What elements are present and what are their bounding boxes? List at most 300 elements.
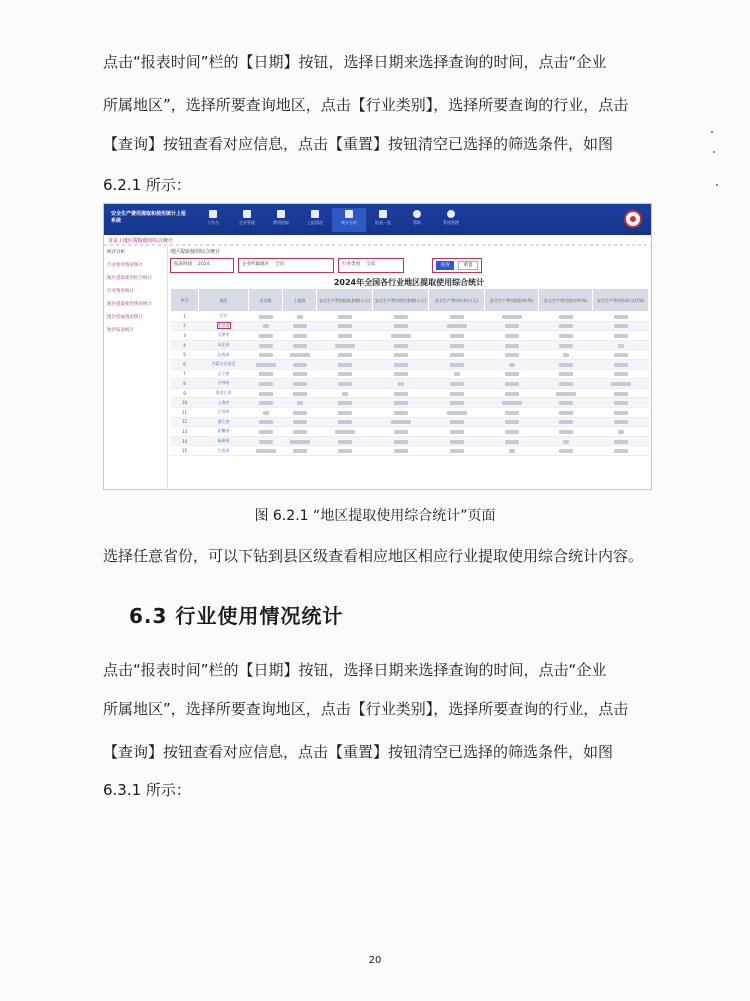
blurred-value [293,411,307,415]
blurred-cell [373,369,429,379]
nav-company[interactable]: 企业管理 [230,208,264,232]
column-header: 上报数 [283,289,317,312]
blurred-value [450,392,464,396]
blurred-value [450,334,464,338]
blurred-value [338,440,352,444]
blurred-value [338,411,352,415]
blurred-cell [485,312,539,322]
query-button[interactable]: 查询 [436,261,454,270]
blurred-value [611,382,631,386]
blurred-cell [593,331,649,341]
blurred-cell [593,340,649,350]
blurred-cell [429,417,485,427]
blurred-value [259,420,273,424]
sidebar-item-region-owner[interactable]: 地区所属情况统计 [107,315,143,320]
region-name: 江苏省 [217,409,230,415]
row-number: 13 [171,427,199,437]
reset-button[interactable]: 重置 [458,261,478,270]
table-title: 2024年全国各行业地区提取使用综合统计 [333,278,485,287]
blurred-value [338,363,352,367]
blurred-value [559,324,573,328]
table-row [171,312,649,322]
table-row [171,331,649,341]
blurred-cell [539,379,593,389]
sidebar-item-stats[interactable]: 统计分析 [107,250,125,255]
blurred-value [614,334,628,338]
blurred-cell [539,388,593,398]
blurred-value [559,315,573,319]
blurred-value [614,401,628,405]
blurred-value [559,430,573,434]
blurred-value [338,372,352,376]
row-number: 8 [171,379,199,389]
blurred-cell [249,359,283,369]
paragraph-3-line-3: 【查询】按钮查看对应信息，点击【重置】按钮清空已选择的筛选条件，如图 [103,743,614,761]
table-row [171,359,649,369]
blurred-cell [485,321,539,331]
blurred-value [290,440,310,444]
blurred-value [614,315,628,319]
blurred-cell [249,340,283,350]
blurred-cell [429,407,485,417]
sidebar-item-region-summary[interactable]: 地区提取使用综合统计 [107,276,152,281]
blurred-cell [429,436,485,446]
table-row [171,436,649,446]
blurred-value [559,401,573,405]
blurred-value [559,411,573,415]
blurred-value [502,401,522,405]
blurred-value [505,430,519,434]
table-row [171,427,649,437]
blurred-value [450,344,464,348]
region-link[interactable] [199,359,249,369]
divider [104,244,651,246]
section-heading: 6.3 行业使用情况统计 [129,604,344,628]
region-filter[interactable]: 企业所属地区 全国 [238,258,334,273]
region-name: 福建省 [217,438,230,444]
table-row [171,350,649,360]
blurred-value [614,363,628,367]
scan-speck [713,151,715,153]
blurred-cell [429,331,485,341]
blurred-cell [373,427,429,437]
blurred-value [259,344,273,348]
paragraph-1-line-2: 所属地区”，选择所要查询地区，点击【行业类别】，选择所要查询的行业，点击 [103,96,629,114]
region-link[interactable] [199,436,249,446]
blurred-value [614,449,628,453]
blurred-value [394,401,408,405]
blurred-cell [485,388,539,398]
blurred-cell [429,427,485,437]
blurred-cell [593,312,649,322]
calendar-icon [379,210,387,218]
blurred-value [614,353,628,357]
blurred-value [450,430,464,434]
blurred-cell [593,379,649,389]
nav-help[interactable]: 帮助 [400,208,434,232]
blurred-cell [593,388,649,398]
blurred-cell [283,398,317,408]
table-row [171,407,649,417]
region-link[interactable] [199,388,249,398]
blurred-value [256,449,276,453]
blurred-value [338,449,352,453]
region-link[interactable] [199,398,249,408]
row-number: 2 [171,321,199,331]
blurred-value [505,420,519,424]
blurred-value [450,420,464,424]
blurred-value [293,420,307,424]
blurred-cell [283,379,317,389]
main-panel [170,248,648,489]
table-row [171,369,649,379]
row-number: 1 [171,312,199,322]
row-number: 10 [171,398,199,408]
blurred-value [614,420,628,424]
blurred-value [505,440,519,444]
blurred-value [259,315,273,319]
blurred-value [454,372,460,376]
blurred-value [450,440,464,444]
region-name: 吉林省 [217,380,230,386]
blurred-value [505,411,519,415]
blurred-value [394,449,408,453]
blurred-value [290,353,310,357]
paragraph-3-line-2: 所属地区”，选择所要查询地区，点击【行业类别】，选择所要查询的行业，点击 [103,700,629,718]
blurred-value [509,363,515,367]
nav-reports[interactable]: 报表一览 [366,208,400,232]
blurred-value [450,363,464,367]
sidebar [104,246,168,489]
blurred-value [293,430,307,434]
blurred-cell [317,446,373,456]
blurred-cell [317,369,373,379]
blurred-cell [593,407,649,417]
blurred-value [502,315,522,319]
blurred-value [391,420,411,424]
blurred-value [259,440,273,444]
table-row [171,417,649,427]
blurred-cell [539,417,593,427]
region-name: 江西省 [217,447,230,453]
blurred-value [614,392,628,396]
blurred-cell [373,350,429,360]
blurred-value [394,363,408,367]
grid-icon [209,210,217,218]
blurred-cell [593,427,649,437]
nav-stats[interactable]: 统计分析 [332,208,366,232]
blurred-value [338,324,352,328]
doc-icon [277,210,285,218]
system-title: 安全生产费用提取和使用统计上报系统 [111,211,187,224]
blurred-cell [429,398,485,408]
blurred-value [293,363,307,367]
figure-caption: 图 6.2.1 “地区提取使用综合统计”页面 [254,508,496,524]
region-link[interactable] [199,446,249,456]
blurred-cell [539,331,593,341]
blurred-cell [317,359,373,369]
column-header: 企业数 [249,289,283,312]
region-link[interactable] [199,379,249,389]
blurred-value [259,334,273,338]
row-number: 9 [171,388,199,398]
blurred-value [293,334,307,338]
blurred-cell [283,388,317,398]
nav-report[interactable]: 上报情况 [298,208,332,232]
blurred-value [559,344,573,348]
region-name: 内蒙古自治区 [211,361,236,367]
blurred-cell [317,417,373,427]
blurred-cell [485,359,539,369]
blurred-value [563,440,569,444]
blurred-cell [429,388,485,398]
page-number: 20 [368,955,382,966]
row-number: 7 [171,369,199,379]
date-filter[interactable]: 报表时间 2024 [170,258,234,273]
blurred-value [259,401,273,405]
table-row [171,321,649,331]
nav-workbench[interactable]: 工作台 [196,208,230,232]
blurred-cell [539,446,593,456]
blurred-cell [373,331,429,341]
table-row [171,398,649,408]
region-link[interactable] [199,417,249,427]
blurred-cell [539,359,593,369]
paragraph-1-line-4: 6.2.1 所示： [103,176,191,194]
blurred-value [391,334,411,338]
blurred-cell [593,436,649,446]
doc-icon [311,210,319,218]
blurred-value [259,372,273,376]
blurred-cell [485,331,539,341]
paragraph-2: 选择任意省份，可以下钻到县区级查看相应地区相应行业提取使用综合统计内容。 [103,547,644,565]
blurred-cell [283,417,317,427]
nav-system[interactable]: 系统管理 [434,208,468,232]
blurred-cell [317,388,373,398]
blurred-value [293,382,307,386]
blurred-cell [317,398,373,408]
blurred-cell [249,350,283,360]
blurred-cell [283,407,317,417]
industry-filter[interactable]: 行业类别 全部 [338,258,404,273]
table-header-row [171,289,649,312]
blurred-cell [593,398,649,408]
blurred-cell [485,436,539,446]
region-link[interactable] [199,312,249,322]
blurred-cell [283,427,317,437]
blurred-cell [249,331,283,341]
blurred-cell [283,369,317,379]
blurred-value [559,449,573,453]
blurred-value [450,353,464,357]
blurred-value [618,430,624,434]
blurred-cell [485,350,539,360]
region-link[interactable] [199,427,249,437]
blurred-cell [249,417,283,427]
blurred-value [338,382,352,386]
emblem-icon [624,210,642,228]
blurred-value [559,372,573,376]
blurred-value [447,324,467,328]
blurred-cell [429,359,485,369]
region-link[interactable] [199,369,249,379]
sidebar-item-industry-stats[interactable]: 行业情况统计 [107,289,134,294]
blurred-value [338,315,352,319]
blurred-value [342,392,348,396]
region-name: 北京市 [217,322,230,328]
row-number: 12 [171,417,199,427]
sidebar-item-region-report[interactable]: 地区报表统计 [107,328,134,333]
blurred-cell [429,379,485,389]
region-name: 浙江省 [217,418,230,424]
blurred-value [394,315,408,319]
blurred-value [394,392,408,396]
region-link[interactable] [199,331,249,341]
blurred-cell [373,398,429,408]
blurred-value [259,353,273,357]
blurred-cell [539,321,593,331]
blurred-value [394,324,408,328]
blurred-value [335,344,355,348]
blurred-cell [283,340,317,350]
blurred-cell [249,379,283,389]
blurred-value [618,344,624,348]
paragraph-3-line-1: 点击“报表时间”栏的【日期】按钮，选择日期来选择查询的时间，点击“企业 [103,661,607,679]
paragraph-1-line-1: 点击“报表时间”栏的【日期】按钮，选择日期来选择查询的时间，点击“企业 [103,53,607,71]
blurred-cell [317,312,373,322]
blurred-cell [317,350,373,360]
blurred-cell [249,436,283,446]
blurred-cell [317,436,373,446]
blurred-value [293,324,307,328]
blurred-cell [317,407,373,417]
panel-title: 地区提取使用综合统计 [170,249,221,255]
blurred-cell [485,417,539,427]
blurred-cell [593,321,649,331]
blurred-value [297,401,303,405]
region-name: 合计 [219,313,228,319]
region-link[interactable] [199,350,249,360]
blurred-cell [373,321,429,331]
blurred-value [450,449,464,453]
blurred-cell [249,321,283,331]
column-header: 安全生产费用结余占比(%) [593,289,649,312]
blurred-cell [283,312,317,322]
blurred-value [338,334,352,338]
blurred-value [450,382,464,386]
blurred-value [505,372,519,376]
blurred-cell [429,340,485,350]
table-row [171,340,649,350]
row-number: 15 [171,446,199,456]
row-number: 11 [171,407,199,417]
blurred-cell [539,340,593,350]
blurred-cell [249,446,283,456]
blurred-cell [249,398,283,408]
scan-speck [716,184,718,186]
scan-speck [711,131,713,133]
region-link[interactable] [199,407,249,417]
blurred-cell [249,369,283,379]
help-icon [413,210,421,218]
column-header: 地区 [199,289,249,312]
blurred-cell [539,312,593,322]
blurred-value [293,344,307,348]
nav-fee[interactable]: 费用提取 [264,208,298,232]
gear-icon [447,210,455,218]
row-number: 5 [171,350,199,360]
blurred-value [335,430,355,434]
blurred-cell [249,312,283,322]
blurred-cell [593,417,649,427]
blurred-cell [373,312,429,322]
blurred-cell [283,321,317,331]
blurred-value [505,382,519,386]
blurred-value [394,430,408,434]
blurred-value [394,344,408,348]
blurred-value [447,411,467,415]
blurred-cell [249,388,283,398]
blurred-value [259,382,273,386]
blurred-cell [283,350,317,360]
paragraph-1-line-3: 【查询】按钮查看对应信息，点击【重置】按钮清空已选择的筛选条件，如图 [103,135,614,153]
doc-icon [243,210,251,218]
blurred-cell [539,407,593,417]
blurred-value [259,430,273,434]
region-name: 河北省 [217,342,230,348]
blurred-cell [429,369,485,379]
sidebar-item-industry-usage[interactable]: 行业使用情况统计 [107,263,143,268]
blurred-cell [373,359,429,369]
blurred-value [394,353,408,357]
blurred-value [505,344,519,348]
row-number: 3 [171,331,199,341]
blurred-cell [485,427,539,437]
blurred-cell [539,436,593,446]
blurred-value [293,449,307,453]
region-link[interactable] [199,340,249,350]
region-name: 黑龙江省 [215,390,232,396]
blurred-cell [317,379,373,389]
region-link[interactable] [199,321,249,331]
sidebar-item-region-usage[interactable]: 地区提取使用情况统计 [107,302,152,307]
blurred-value [450,315,464,319]
blurred-value [293,372,307,376]
blurred-cell [317,321,373,331]
region-name: 山西省 [217,351,230,357]
blurred-cell [485,446,539,456]
blurred-cell [373,436,429,446]
blurred-cell [373,340,429,350]
blurred-value [509,449,515,453]
blurred-cell [373,417,429,427]
blurred-value [450,401,464,405]
blurred-cell [283,359,317,369]
blurred-value [338,401,352,405]
blurred-value [338,353,352,357]
blurred-cell [485,398,539,408]
blurred-cell [373,388,429,398]
region-name: 安徽省 [217,428,230,434]
paragraph-3-line-4: 6.3.1 所示： [103,781,191,799]
blurred-cell [593,359,649,369]
blurred-cell [429,446,485,456]
blurred-cell [429,321,485,331]
column-header: 序号 [171,289,199,312]
row-number: 6 [171,359,199,369]
blurred-value [394,411,408,415]
blurred-value [394,440,408,444]
